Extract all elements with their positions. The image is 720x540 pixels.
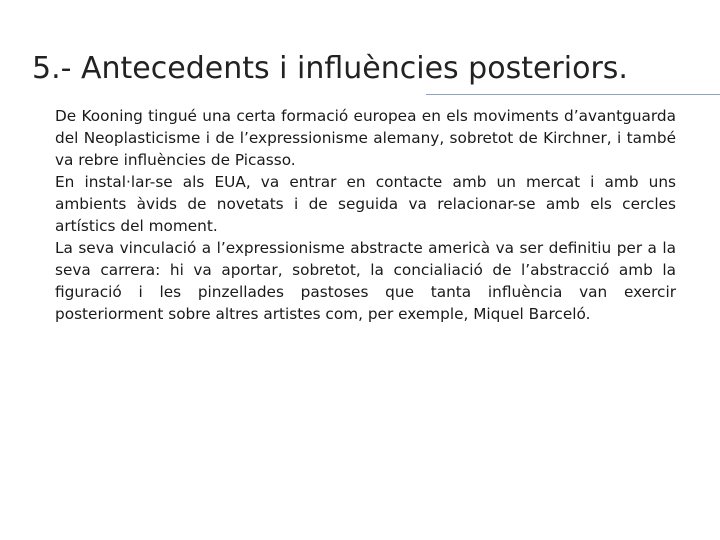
slide-title: 5.- Antecedents i influències posteriors. <box>32 51 628 86</box>
paragraph-abstract-expressionism: La seva vinculació a l’expressionisme abstracte americà va ser definitiu per a la seva carrera: hi va aportar, sobretot, la concialiació de l’abstracció amb la figuració i les pinzellades pastoses que tanta influència van exercir posteriorment sobre altres artistes com, per exemple, Miquel Barceló. <box>55 239 676 323</box>
paragraph-usa: En instal·lar-se als EUA, va entrar en contacte amb un mercat i amb uns ambients àvids de novetats i de seguida va relacionar-se amb els cercles artístics del moment. <box>55 173 676 235</box>
paragraph-training: De Kooning tingué una certa formació europea en els moviments d’avantguarda del Neoplasticisme i de l’expressionisme alemany, sobretot de Kirchner, i també va rebre influències de Picasso. <box>55 107 676 169</box>
title-divider <box>426 94 720 95</box>
slide-body <box>55 105 676 325</box>
